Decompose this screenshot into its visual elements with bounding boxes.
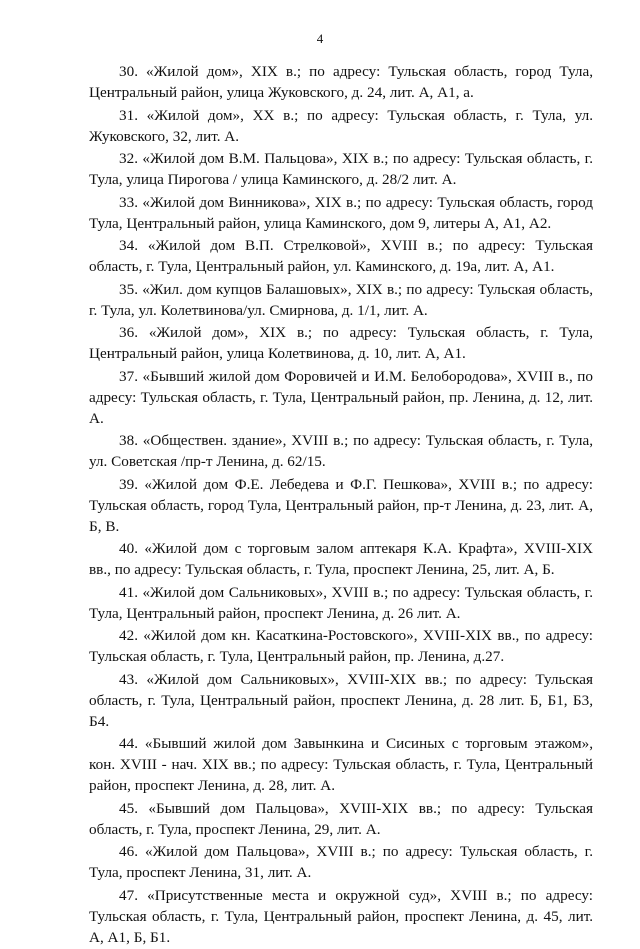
page-number: 4 <box>316 31 324 46</box>
list-item: 36. «Жилой дом», XIX в.; по адресу: Тульская область, г. Тула, Центральный район, улица Колетвинова, д. 10, лит. А, А1. <box>89 324 593 362</box>
list-item: 38. «Обществен. здание», XVIII в.; по адресу: Тульская область, г. Тула, ул. Советская /пр-т Ленина, д. 62/15. <box>89 432 593 470</box>
list-item: 42. «Жилой дом кн. Касаткина-Ростовского», XVIII-XIX вв., по адресу: Тульская область, г. Тула, Центральный район, пр. Ленина, д.27. <box>89 627 593 665</box>
list-item: 39. «Жилой дом Ф.Е. Лебедева и Ф.Г. Пешкова», XVIII в.; по адресу: Тульская область, город Тула, Центральный район, пр-т Ленина, д. 23, лит. А, Б, В. <box>89 475 593 535</box>
list-item: 46. «Жилой дом Пальцова», XVIII в.; по адресу: Тульская область, г. Тула, проспект Ленина, 31, лит. А. <box>89 843 593 881</box>
list-item: 35. «Жил. дом купцов Балашовых», XIX в.; по адресу: Тульская область, г. Тула, ул. Колетвинова/ул. Смирнова, д. 1/1, лит. А. <box>89 280 593 319</box>
list-item: 47. «Присутственные места и окружной суд», XVIII в.; по адресу: Тульская область, г. Тула, Центральный район, проспект Ленина, д. 45, лит. А, А1, Б, Б1. <box>89 886 593 946</box>
list-item: 34. «Жилой дом В.П. Стрелковой», XVIII в.; по адресу: Тульская область, г. Тула, Центральный район, ул. Каминского, д. 19а, лит. А, А1. <box>89 237 593 275</box>
document-body <box>89 61 593 949</box>
list-item: 44. «Бывший жилой дом Завынкина и Сисиных с торговым этажом», кон. XVIII - нач. XIX вв.; по адресу: Тульская область, г. Тула, Центральный район, проспект Ленина, д. 28, лит. А. <box>89 735 593 794</box>
list-item: 32. «Жилой дом В.М. Пальцова», XIX в.; по адресу: Тульская область, г. Тула, улица Пирогова / улица Каминского, д. 28/2 лит. А. <box>89 150 593 188</box>
list-item: 33. «Жилой дом Винникова», XIX в.; по адресу: Тульская область, город Тула, Центральный район, улица Каминского, дом 9, литеры А, А1, А2. <box>89 193 593 232</box>
list-item: 41. «Жилой дом Сальниковых», XVIII в.; по адресу: Тульская область, г. Тула, Центральный район, проспект Ленина, д. 26 лит. А. <box>89 583 593 622</box>
list-item: 37. «Бывший жилой дом Форовичей и И.М. Белобородова», XVIII в., по адресу: Тульская область, г. Тула, Центральный район, пр. Ленина, д. 12, лит. А. <box>89 367 593 427</box>
list-item: 30. «Жилой дом», XIX в.; по адресу: Тульская область, город Тула, Центральный район, улица Жуковского, д. 24, лит. А, А1, а. <box>89 63 593 101</box>
list-item: 43. «Жилой дом Сальниковых», XVIII-XIX вв.; по адресу: Тульская область, г. Тула, Центральный район, проспект Ленина, д. 28 лит. Б, Б1, Б3, Б4. <box>89 670 593 730</box>
list-item: 31. «Жилой дом», XX в.; по адресу: Тульская область, г. Тула, ул. Жуковского, 32, лит. А. <box>89 106 593 145</box>
list-item: 45. «Бывший дом Пальцова», XVIII-XIX вв.; по адресу: Тульская область, г. Тула, проспект Ленина, 29, лит. А. <box>89 799 593 838</box>
list-item: 40. «Жилой дом с торговым залом аптекаря К.А. Крафта», XVIII-XIX вв., по адресу: Тульская область, г. Тула, проспект Ленина, 25, лит. А, Б. <box>89 540 593 578</box>
